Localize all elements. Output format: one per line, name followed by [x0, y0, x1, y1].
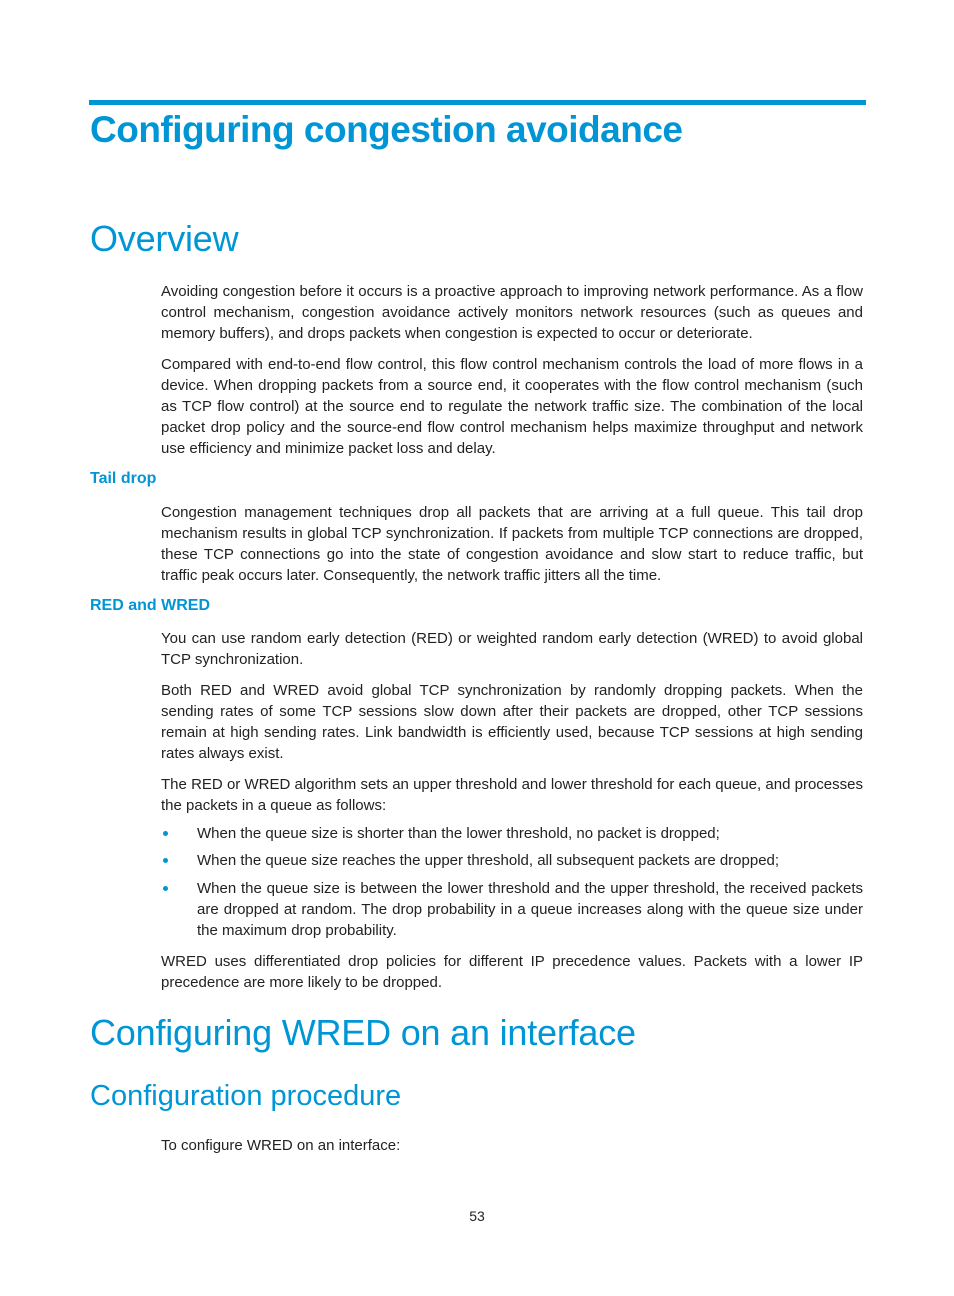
bullet-item [161, 878, 863, 941]
tail-drop-heading: Tail drop [90, 470, 157, 487]
red-wred-closing-paragraph: WRED uses differentiated drop policies for different IP precedence values. Packets with a lower IP precedence are more likely to be dropped. [161, 953, 863, 991]
tail-drop-paragraph: Congestion management techniques drop all packets that are arriving at a full queue. This tail drop mechanism results in global TCP synchronization. If packets from multiple TCP connections are dropped, these TCP connections go into the state of congestion avoidance and slow start to reduce traffic, but traffic peak occurs later. Consequently, the network traffic jitters all the time. [161, 504, 863, 584]
red-wred-heading: RED and WRED [90, 597, 210, 614]
bullet-dot-icon [163, 831, 168, 836]
overview-heading: Overview [90, 218, 239, 259]
bullet-text: When the queue size is between the lower threshold and the upper threshold, the received packets are dropped at random. The drop probability in a queue increases along with the queue size under the maximum drop probability. [197, 880, 863, 939]
configuration-procedure-heading: Configuration procedure [90, 1080, 402, 1112]
red-wred-paragraph: Both RED and WRED avoid global TCP synchronization by randomly dropping packets. When the sending rates of some TCP sessions slow down after their packets are dropped, other TCP sessions remain at high sending rates. Link bandwidth is efficiently used, because TCP sessions at high sending rates always exist. [161, 682, 863, 762]
overview-paragraph: Compared with end-to-end flow control, this flow control mechanism controls the load of more flows in a device. When dropping packets from a source end, it cooperates with the flow control mechanism (such as TCP flow control) at the source end to regulate the network traffic size. The combination of the local packet drop policy and the source-end flow control mechanism helps maximize throughput and network use efficiency and minimize packet loss and delay. [161, 356, 863, 457]
chapter-title: Configuring congestion avoidance [90, 109, 683, 150]
red-wred-paragraph: The RED or WRED algorithm sets an upper threshold and lower threshold for each queue, and processes the packets in a queue as follows: [161, 776, 863, 814]
page-number: 53 [469, 1208, 485, 1224]
bullet-dot-icon [163, 858, 168, 863]
bullet-item [161, 850, 863, 871]
bullet-item [161, 823, 863, 844]
chapter-rule [89, 100, 866, 105]
red-wred-paragraph: You can use random early detection (RED) or weighted random early detection (WRED) to avoid global TCP synchronization. [161, 630, 863, 668]
procedure-intro: To configure WRED on an interface: [161, 1137, 401, 1154]
overview-paragraph: Avoiding congestion before it occurs is a proactive approach to improving network performance. As a flow control mechanism, congestion avoidance actively monitors network resources (such as queues and memory buffers), and drops packets when congestion is expected to occur or deteriorate. [161, 283, 863, 342]
bullet-text: When the queue size reaches the upper threshold, all subsequent packets are dropped; [197, 852, 780, 869]
bullet-dot-icon [163, 886, 168, 891]
bullet-text: When the queue size is shorter than the lower threshold, no packet is dropped; [197, 825, 720, 842]
wred-interface-heading: Configuring WRED on an interface [90, 1012, 636, 1053]
